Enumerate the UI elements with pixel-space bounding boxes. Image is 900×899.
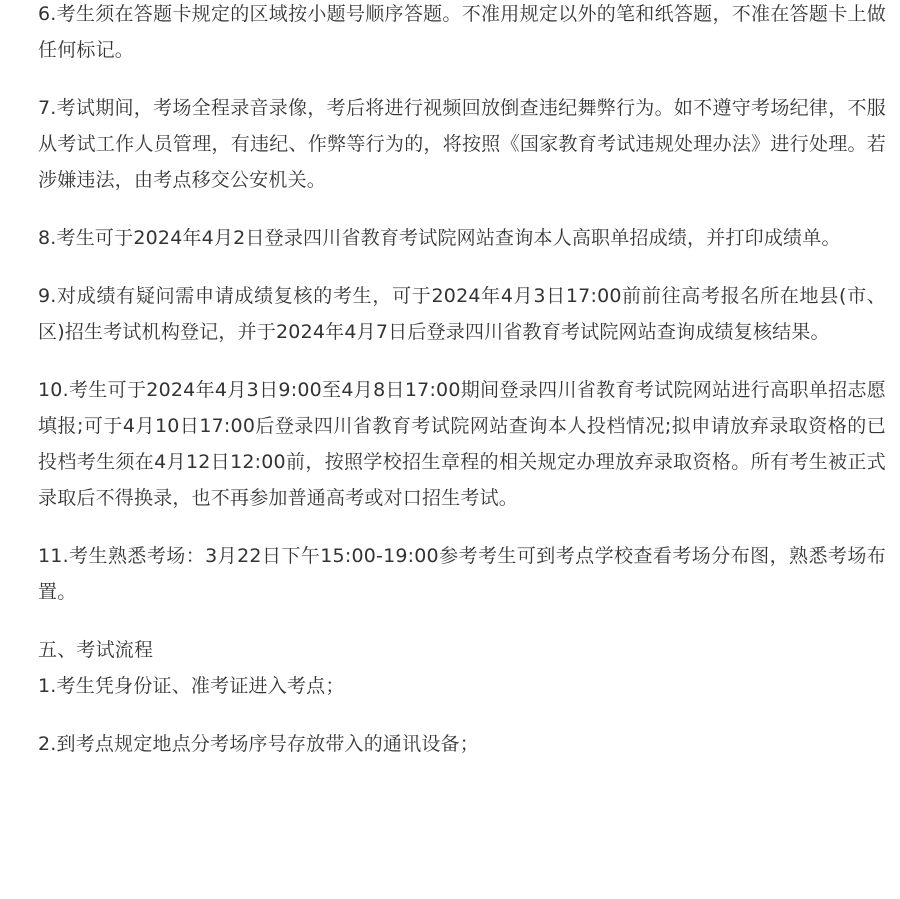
process-step-2: 2.到考点规定地点分考场序号存放带入的通讯设备；: [38, 733, 479, 755]
rule-10-paragraph: 10.考生可于2024年4月3日9:00至4月8日17:00期间登录四川省教育考试院网站进行高职单招志愿填报;可于4月10日17:00后登录四川省教育考试院网站查询本人投档情况;拟申请放弃录取资格的已投档考生须在4月12日12:00前，按照学校招生章程的相关规定办理放弃录取资格。所有考生被正式录取后不得换录，也不再参加普通高考或对口招生考试。: [38, 379, 886, 509]
rule-7-paragraph: 7.考试期间，考场全程录音录像，考后将进行视频回放倒查违纪舞弊行为。如不遵守考场纪律，不服从考试工作人员管理，有违纪、作弊等行为的，将按照《国家教育考试违规处理办法》进行处理。若涉嫌违法，由考点移交公安机关。: [38, 97, 886, 191]
rule-6-paragraph: 6.考生须在答题卡规定的区域按小题号顺序答题。不准用规定以外的笔和纸答题，不准在答题卡上做任何标记。: [38, 3, 886, 61]
rule-11-paragraph: 11.考生熟悉考场：3月22日下午15:00-19:00参考考生可到考点学校查看考场分布图，熟悉考场布置。: [38, 545, 886, 603]
article-body: [38, 0, 886, 784]
section-heading-exam-process: 五、考试流程: [38, 639, 154, 661]
process-step-1: 1.考生凭身份证、准考证进入考点；: [38, 675, 345, 697]
rule-9-paragraph: 9.对成绩有疑问需申请成绩复核的考生，可于2024年4月3日17:00前前往高考报名所在地县(市、区)招生考试机构登记，并于2024年4月7日后登录四川省教育考试院网站查询成绩复核结果。: [38, 285, 886, 343]
rule-8-paragraph: 8.考生可于2024年4月2日登录四川省教育考试院网站查询本人高职单招成绩，并打印成绩单。: [38, 227, 841, 249]
